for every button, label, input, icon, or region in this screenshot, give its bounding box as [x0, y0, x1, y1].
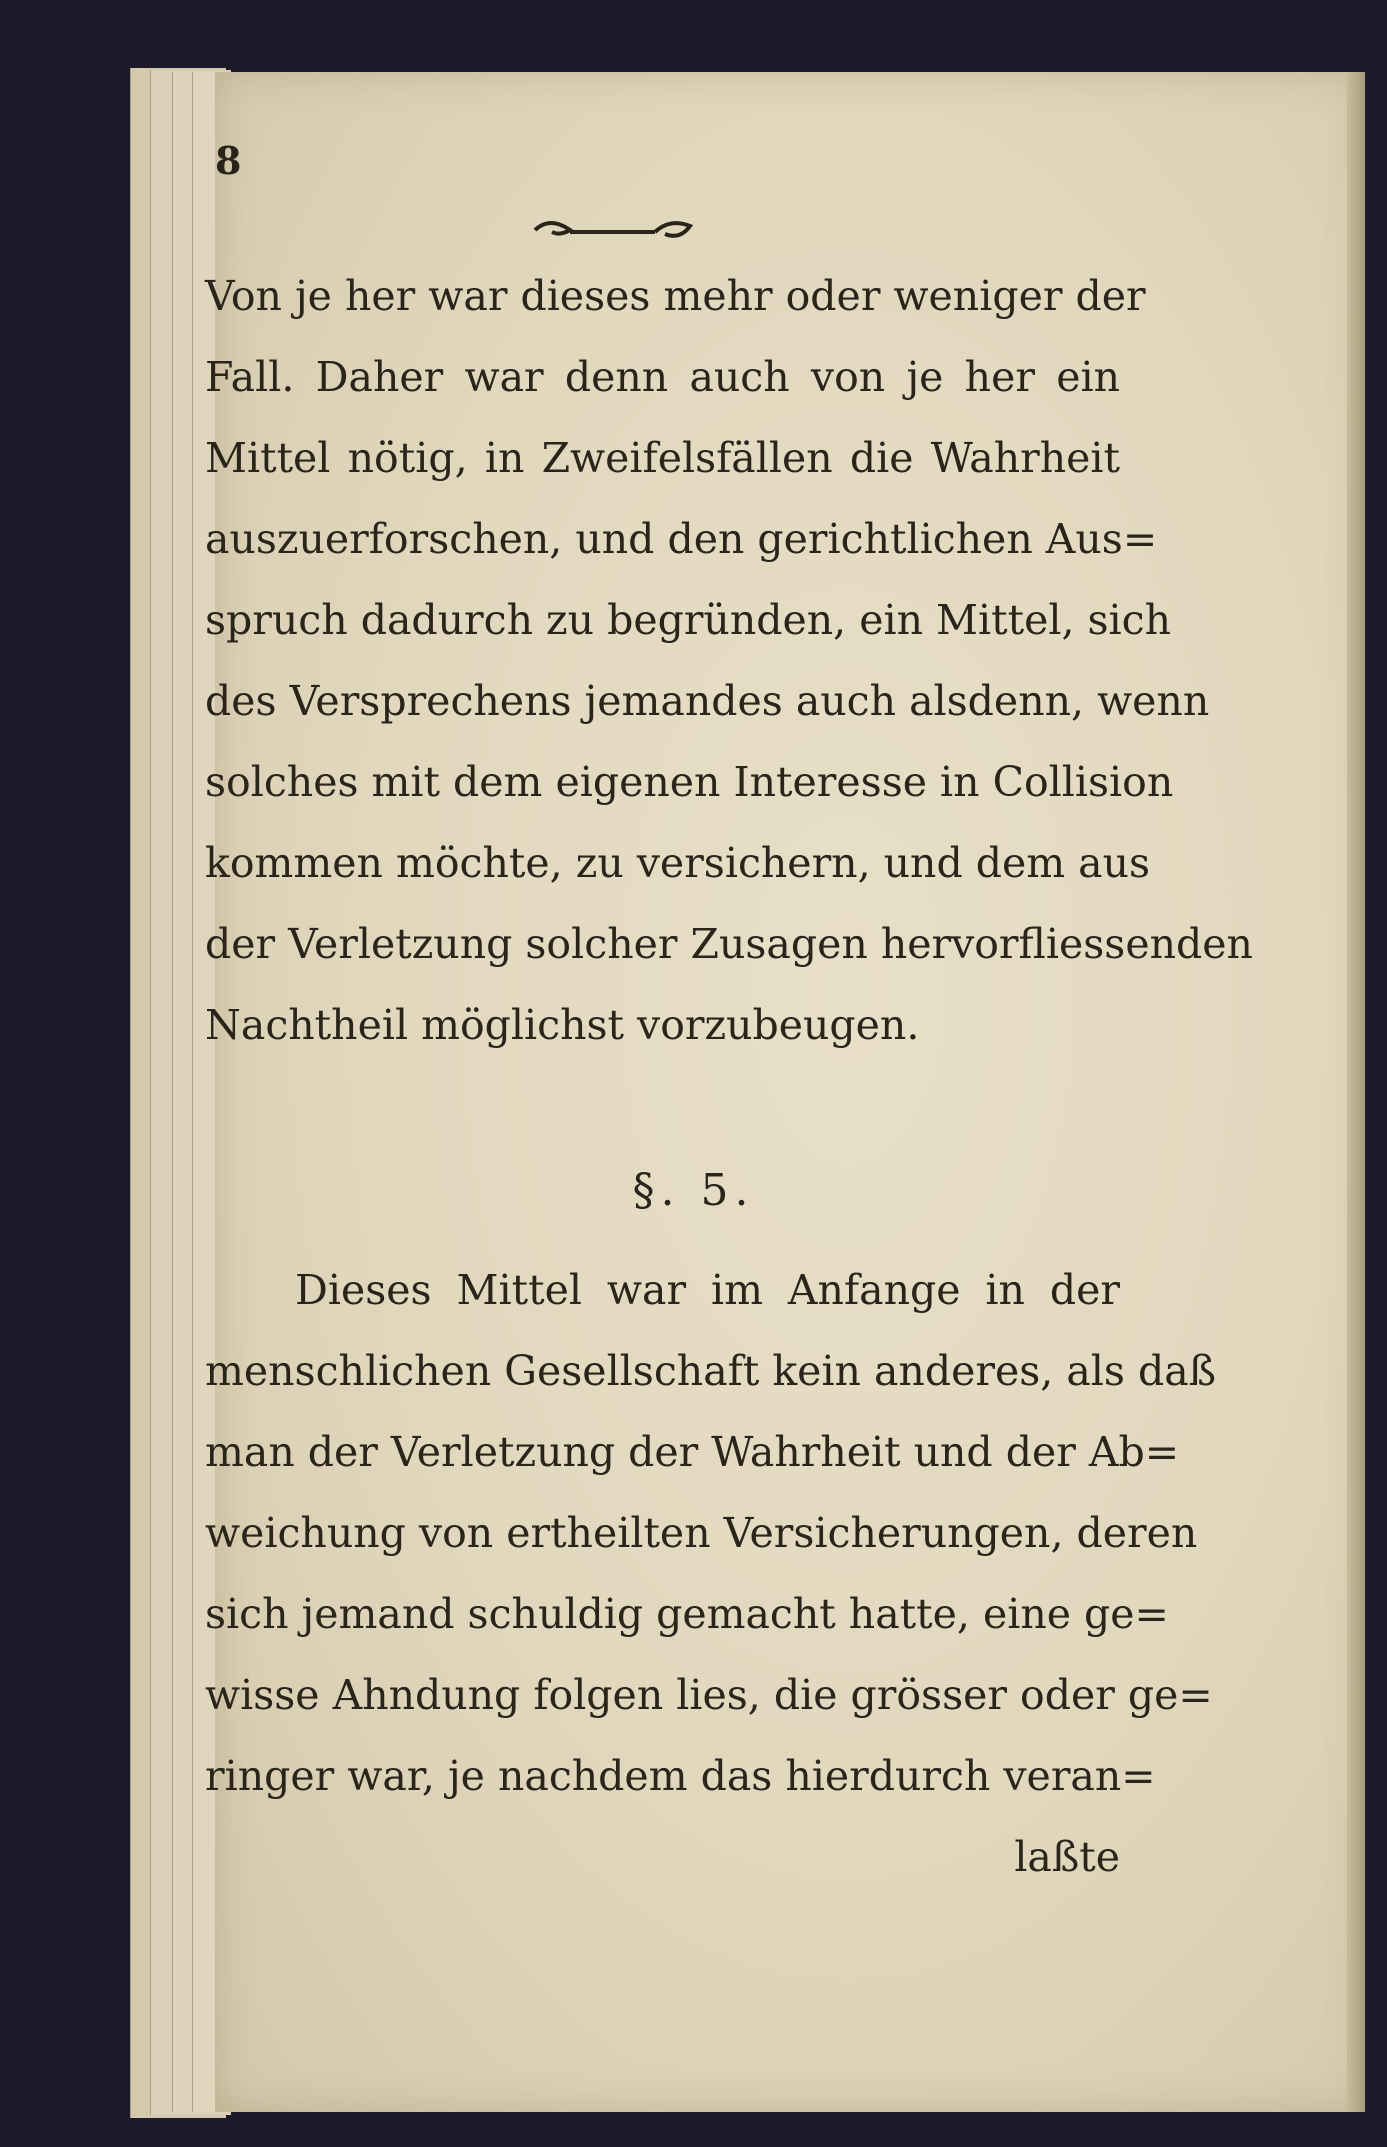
- page-gutter: [1347, 72, 1365, 2112]
- paragraph-1: [205, 256, 1253, 1066]
- text-line: sich jemand schuldig gemacht hatte, eine ge=: [205, 1590, 1169, 1638]
- catchword: laßte: [1014, 1833, 1120, 1881]
- text-line: ringer war, je nachdem das hierdurch veran=: [205, 1752, 1156, 1800]
- text-line: der Verletzung solcher Zusagen hervorfliessenden: [205, 920, 1253, 968]
- text-line: auszuerforschen, und den gerichtlichen Aus=: [205, 515, 1158, 563]
- text-line: solches mit dem eigenen Interesse in Collision: [205, 758, 1174, 806]
- text-line: Dieses Mittel war im Anfange in der: [295, 1266, 1120, 1314]
- section-heading: §. 5.: [632, 1165, 755, 1216]
- text-line: kommen möchte, zu versichern, und dem aus: [205, 839, 1151, 887]
- text-line: Fall. Daher war denn auch von je her ein: [205, 353, 1120, 401]
- text-line: man der Verletzung der Wahrheit und der Ab=: [205, 1428, 1180, 1476]
- page-number: 8: [215, 138, 242, 183]
- text-line: weichung von ertheilten Versicherungen, deren: [205, 1509, 1198, 1557]
- text-line: spruch dadurch zu begründen, ein Mittel, sich: [205, 596, 1172, 644]
- header-ornament-icon: [530, 208, 700, 248]
- text-line: des Versprechens jemandes auch alsdenn, wenn: [205, 677, 1210, 725]
- text-line: Mittel nötig, in Zweifelsfällen die Wahrheit: [205, 434, 1120, 482]
- text-line: menschlichen Gesellschaft kein anderes, als daß: [205, 1347, 1217, 1395]
- text-line: wisse Ahndung folgen lies, die grösser oder ge=: [205, 1671, 1213, 1719]
- paragraph-2: [205, 1250, 1217, 1898]
- text-line: Von je her war dieses mehr oder weniger der: [205, 272, 1146, 320]
- text-line: Nachtheil möglichst vorzubeugen.: [205, 1001, 920, 1049]
